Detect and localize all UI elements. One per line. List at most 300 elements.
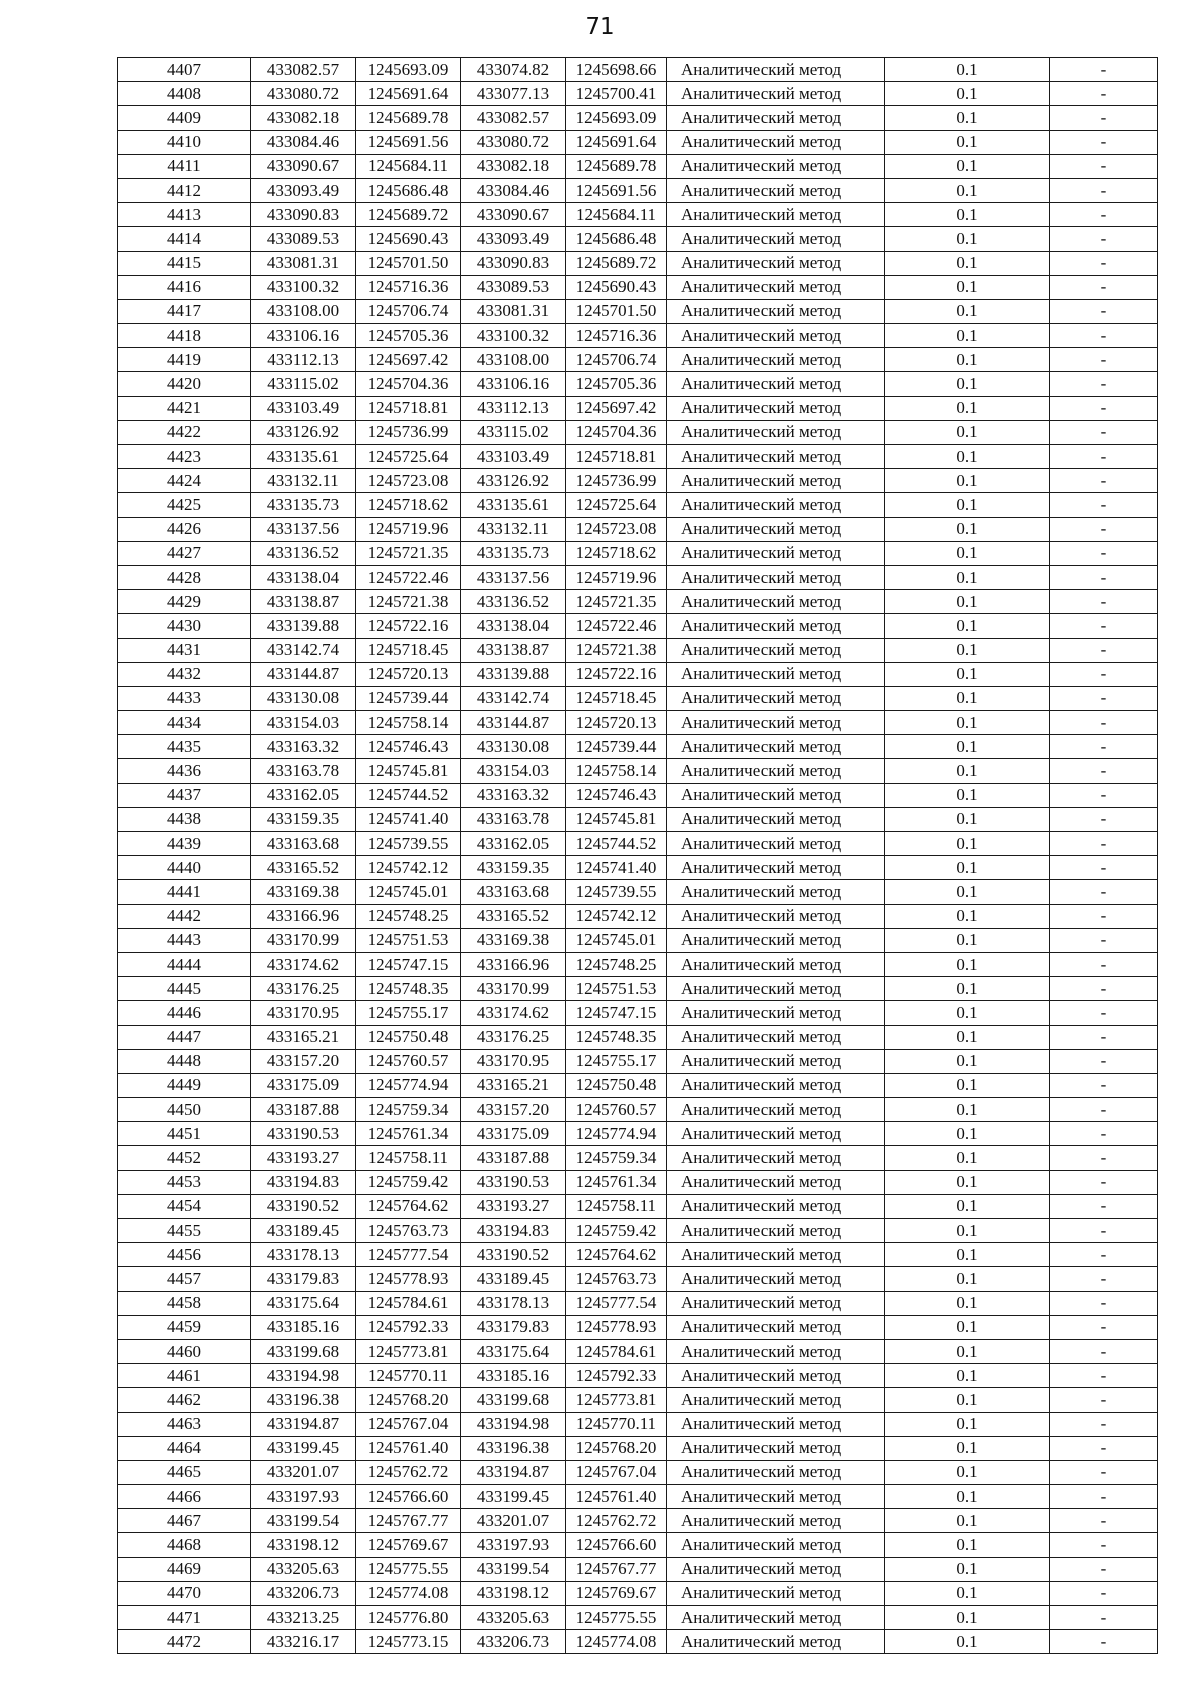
accuracy-cell: 0.1: [885, 977, 1050, 1001]
table-row: [118, 1194, 1158, 1218]
point-number-cell: 4417: [118, 299, 251, 323]
x-coordinate-cell: 433103.49: [251, 396, 356, 420]
table-row: [118, 82, 1158, 106]
point-number-cell: 4450: [118, 1098, 251, 1122]
point-number-cell: 4424: [118, 469, 251, 493]
x-coordinate-cell: 433163.78: [251, 759, 356, 783]
prev-x-coordinate-cell: 433093.49: [461, 227, 566, 251]
x-coordinate-cell: 433206.73: [251, 1581, 356, 1605]
table-row: [118, 106, 1158, 130]
x-coordinate-cell: 433175.09: [251, 1073, 356, 1097]
y-coordinate-cell: 1245758.11: [356, 1146, 461, 1170]
y-coordinate-cell: 1245719.96: [356, 517, 461, 541]
point-number-cell: 4465: [118, 1460, 251, 1484]
prev-y-coordinate-cell: 1245769.67: [566, 1581, 667, 1605]
prev-x-coordinate-cell: 433197.93: [461, 1533, 566, 1557]
x-coordinate-cell: 433130.08: [251, 686, 356, 710]
method-cell: Аналитический метод: [667, 1606, 885, 1630]
accuracy-cell: 0.1: [885, 1315, 1050, 1339]
method-cell: Аналитический метод: [667, 1219, 885, 1243]
point-number-cell: 4437: [118, 783, 251, 807]
prev-y-coordinate-cell: 1245721.35: [566, 590, 667, 614]
prev-x-coordinate-cell: 433185.16: [461, 1364, 566, 1388]
x-coordinate-cell: 433216.17: [251, 1630, 356, 1654]
table-row: [118, 1339, 1158, 1363]
prev-x-coordinate-cell: 433074.82: [461, 58, 566, 82]
prev-y-coordinate-cell: 1245759.42: [566, 1219, 667, 1243]
prev-x-coordinate-cell: 433190.53: [461, 1170, 566, 1194]
prev-y-coordinate-cell: 1245762.72: [566, 1509, 667, 1533]
method-cell: Аналитический метод: [667, 1557, 885, 1581]
y-coordinate-cell: 1245767.04: [356, 1412, 461, 1436]
prev-x-coordinate-cell: 433176.25: [461, 1025, 566, 1049]
note-cell: -: [1050, 735, 1158, 759]
note-cell: -: [1050, 1630, 1158, 1654]
method-cell: Аналитический метод: [667, 807, 885, 831]
accuracy-cell: 0.1: [885, 1049, 1050, 1073]
accuracy-cell: 0.1: [885, 82, 1050, 106]
accuracy-cell: 0.1: [885, 1073, 1050, 1097]
point-number-cell: 4420: [118, 372, 251, 396]
prev-y-coordinate-cell: 1245748.25: [566, 952, 667, 976]
accuracy-cell: 0.1: [885, 638, 1050, 662]
prev-y-coordinate-cell: 1245750.48: [566, 1073, 667, 1097]
y-coordinate-cell: 1245774.08: [356, 1581, 461, 1605]
point-number-cell: 4436: [118, 759, 251, 783]
point-number-cell: 4412: [118, 178, 251, 202]
x-coordinate-cell: 433198.12: [251, 1533, 356, 1557]
method-cell: Аналитический метод: [667, 1315, 885, 1339]
x-coordinate-cell: 433100.32: [251, 275, 356, 299]
accuracy-cell: 0.1: [885, 735, 1050, 759]
prev-y-coordinate-cell: 1245748.35: [566, 1025, 667, 1049]
method-cell: Аналитический метод: [667, 1025, 885, 1049]
prev-y-coordinate-cell: 1245741.40: [566, 856, 667, 880]
y-coordinate-cell: 1245750.48: [356, 1025, 461, 1049]
y-coordinate-cell: 1245792.33: [356, 1315, 461, 1339]
accuracy-cell: 0.1: [885, 1098, 1050, 1122]
x-coordinate-cell: 433196.38: [251, 1388, 356, 1412]
accuracy-cell: 0.1: [885, 541, 1050, 565]
point-number-cell: 4468: [118, 1533, 251, 1557]
x-coordinate-cell: 433126.92: [251, 420, 356, 444]
method-cell: Аналитический метод: [667, 662, 885, 686]
y-coordinate-cell: 1245778.93: [356, 1267, 461, 1291]
prev-x-coordinate-cell: 433081.31: [461, 299, 566, 323]
note-cell: -: [1050, 1122, 1158, 1146]
x-coordinate-cell: 433199.54: [251, 1509, 356, 1533]
method-cell: Аналитический метод: [667, 856, 885, 880]
prev-x-coordinate-cell: 433163.68: [461, 880, 566, 904]
accuracy-cell: 0.1: [885, 517, 1050, 541]
prev-x-coordinate-cell: 433179.83: [461, 1315, 566, 1339]
y-coordinate-cell: 1245746.43: [356, 735, 461, 759]
note-cell: -: [1050, 952, 1158, 976]
prev-y-coordinate-cell: 1245691.56: [566, 178, 667, 202]
note-cell: -: [1050, 106, 1158, 130]
prev-x-coordinate-cell: 433194.98: [461, 1412, 566, 1436]
y-coordinate-cell: 1245689.78: [356, 106, 461, 130]
method-cell: Аналитический метод: [667, 686, 885, 710]
y-coordinate-cell: 1245784.61: [356, 1291, 461, 1315]
method-cell: Аналитический метод: [667, 154, 885, 178]
point-number-cell: 4438: [118, 807, 251, 831]
point-number-cell: 4444: [118, 952, 251, 976]
prev-x-coordinate-cell: 433206.73: [461, 1630, 566, 1654]
y-coordinate-cell: 1245684.11: [356, 154, 461, 178]
point-number-cell: 4411: [118, 154, 251, 178]
table-row: [118, 952, 1158, 976]
table-row: [118, 130, 1158, 154]
note-cell: -: [1050, 445, 1158, 469]
accuracy-cell: 0.1: [885, 1001, 1050, 1025]
y-coordinate-cell: 1245759.34: [356, 1098, 461, 1122]
prev-x-coordinate-cell: 433166.96: [461, 952, 566, 976]
prev-x-coordinate-cell: 433135.73: [461, 541, 566, 565]
accuracy-cell: 0.1: [885, 1025, 1050, 1049]
prev-x-coordinate-cell: 433190.52: [461, 1243, 566, 1267]
note-cell: -: [1050, 880, 1158, 904]
note-cell: -: [1050, 1339, 1158, 1363]
prev-y-coordinate-cell: 1245689.78: [566, 154, 667, 178]
y-coordinate-cell: 1245721.38: [356, 590, 461, 614]
prev-x-coordinate-cell: 433165.52: [461, 904, 566, 928]
y-coordinate-cell: 1245760.57: [356, 1049, 461, 1073]
accuracy-cell: 0.1: [885, 807, 1050, 831]
y-coordinate-cell: 1245705.36: [356, 324, 461, 348]
table-row: [118, 686, 1158, 710]
note-cell: -: [1050, 1170, 1158, 1194]
note-cell: -: [1050, 517, 1158, 541]
y-coordinate-cell: 1245767.77: [356, 1509, 461, 1533]
accuracy-cell: 0.1: [885, 1219, 1050, 1243]
y-coordinate-cell: 1245748.35: [356, 977, 461, 1001]
y-coordinate-cell: 1245773.81: [356, 1339, 461, 1363]
point-number-cell: 4430: [118, 614, 251, 638]
x-coordinate-cell: 433170.95: [251, 1001, 356, 1025]
accuracy-cell: 0.1: [885, 1606, 1050, 1630]
prev-y-coordinate-cell: 1245767.77: [566, 1557, 667, 1581]
point-number-cell: 4419: [118, 348, 251, 372]
y-coordinate-cell: 1245686.48: [356, 178, 461, 202]
point-number-cell: 4447: [118, 1025, 251, 1049]
point-number-cell: 4460: [118, 1339, 251, 1363]
accuracy-cell: 0.1: [885, 1485, 1050, 1509]
prev-y-coordinate-cell: 1245722.16: [566, 662, 667, 686]
accuracy-cell: 0.1: [885, 565, 1050, 589]
note-cell: -: [1050, 324, 1158, 348]
y-coordinate-cell: 1245762.72: [356, 1460, 461, 1484]
prev-x-coordinate-cell: 433187.88: [461, 1146, 566, 1170]
note-cell: -: [1050, 1073, 1158, 1097]
note-cell: -: [1050, 662, 1158, 686]
accuracy-cell: 0.1: [885, 1267, 1050, 1291]
x-coordinate-cell: 433205.63: [251, 1557, 356, 1581]
y-coordinate-cell: 1245768.20: [356, 1388, 461, 1412]
y-coordinate-cell: 1245761.34: [356, 1122, 461, 1146]
method-cell: Аналитический метод: [667, 565, 885, 589]
prev-y-coordinate-cell: 1245739.44: [566, 735, 667, 759]
y-coordinate-cell: 1245691.56: [356, 130, 461, 154]
method-cell: Аналитический метод: [667, 324, 885, 348]
accuracy-cell: 0.1: [885, 1509, 1050, 1533]
note-cell: -: [1050, 1364, 1158, 1388]
prev-x-coordinate-cell: 433115.02: [461, 420, 566, 444]
accuracy-cell: 0.1: [885, 251, 1050, 275]
method-cell: Аналитический метод: [667, 928, 885, 952]
point-number-cell: 4428: [118, 565, 251, 589]
prev-x-coordinate-cell: 433174.62: [461, 1001, 566, 1025]
accuracy-cell: 0.1: [885, 493, 1050, 517]
table-row: [118, 420, 1158, 444]
prev-x-coordinate-cell: 433103.49: [461, 445, 566, 469]
prev-x-coordinate-cell: 433170.99: [461, 977, 566, 1001]
table-row: [118, 1025, 1158, 1049]
point-number-cell: 4416: [118, 275, 251, 299]
table-row: [118, 1557, 1158, 1581]
method-cell: Аналитический метод: [667, 420, 885, 444]
x-coordinate-cell: 433199.68: [251, 1339, 356, 1363]
y-coordinate-cell: 1245691.64: [356, 82, 461, 106]
note-cell: -: [1050, 1025, 1158, 1049]
method-cell: Аналитический метод: [667, 275, 885, 299]
point-number-cell: 4449: [118, 1073, 251, 1097]
note-cell: -: [1050, 1460, 1158, 1484]
prev-x-coordinate-cell: 433090.67: [461, 203, 566, 227]
prev-x-coordinate-cell: 433175.09: [461, 1122, 566, 1146]
note-cell: -: [1050, 203, 1158, 227]
y-coordinate-cell: 1245776.80: [356, 1606, 461, 1630]
table-row: [118, 348, 1158, 372]
table-row: [118, 1436, 1158, 1460]
prev-y-coordinate-cell: 1245700.41: [566, 82, 667, 106]
method-cell: Аналитический метод: [667, 445, 885, 469]
table-row: [118, 1073, 1158, 1097]
note-cell: -: [1050, 299, 1158, 323]
note-cell: -: [1050, 420, 1158, 444]
accuracy-cell: 0.1: [885, 590, 1050, 614]
point-number-cell: 4463: [118, 1412, 251, 1436]
x-coordinate-cell: 433090.67: [251, 154, 356, 178]
note-cell: -: [1050, 856, 1158, 880]
y-coordinate-cell: 1245748.25: [356, 904, 461, 928]
prev-x-coordinate-cell: 433137.56: [461, 565, 566, 589]
prev-x-coordinate-cell: 433080.72: [461, 130, 566, 154]
x-coordinate-cell: 433187.88: [251, 1098, 356, 1122]
prev-y-coordinate-cell: 1245745.81: [566, 807, 667, 831]
table-row: [118, 928, 1158, 952]
method-cell: Аналитический метод: [667, 880, 885, 904]
y-coordinate-cell: 1245704.36: [356, 372, 461, 396]
accuracy-cell: 0.1: [885, 445, 1050, 469]
point-number-cell: 4471: [118, 1606, 251, 1630]
prev-x-coordinate-cell: 433089.53: [461, 275, 566, 299]
method-cell: Аналитический метод: [667, 178, 885, 202]
x-coordinate-cell: 433135.73: [251, 493, 356, 517]
point-number-cell: 4434: [118, 711, 251, 735]
accuracy-cell: 0.1: [885, 1170, 1050, 1194]
table-row: [118, 1243, 1158, 1267]
x-coordinate-cell: 433165.21: [251, 1025, 356, 1049]
prev-x-coordinate-cell: 433163.32: [461, 783, 566, 807]
y-coordinate-cell: 1245745.01: [356, 880, 461, 904]
note-cell: -: [1050, 1291, 1158, 1315]
prev-y-coordinate-cell: 1245704.36: [566, 420, 667, 444]
prev-y-coordinate-cell: 1245760.57: [566, 1098, 667, 1122]
accuracy-cell: 0.1: [885, 420, 1050, 444]
note-cell: -: [1050, 759, 1158, 783]
method-cell: Аналитический метод: [667, 952, 885, 976]
table-row: [118, 1630, 1158, 1654]
x-coordinate-cell: 433138.87: [251, 590, 356, 614]
accuracy-cell: 0.1: [885, 154, 1050, 178]
method-cell: Аналитический метод: [667, 58, 885, 82]
prev-y-coordinate-cell: 1245693.09: [566, 106, 667, 130]
table-row: [118, 178, 1158, 202]
prev-x-coordinate-cell: 433194.83: [461, 1219, 566, 1243]
y-coordinate-cell: 1245747.15: [356, 952, 461, 976]
y-coordinate-cell: 1245769.67: [356, 1533, 461, 1557]
x-coordinate-cell: 433190.53: [251, 1122, 356, 1146]
note-cell: -: [1050, 904, 1158, 928]
prev-y-coordinate-cell: 1245742.12: [566, 904, 667, 928]
point-number-cell: 4469: [118, 1557, 251, 1581]
x-coordinate-cell: 433135.61: [251, 445, 356, 469]
method-cell: Аналитический метод: [667, 614, 885, 638]
point-number-cell: 4431: [118, 638, 251, 662]
table-row: [118, 1460, 1158, 1484]
x-coordinate-cell: 433138.04: [251, 565, 356, 589]
prev-x-coordinate-cell: 433136.52: [461, 590, 566, 614]
note-cell: -: [1050, 565, 1158, 589]
x-coordinate-cell: 433157.20: [251, 1049, 356, 1073]
note-cell: -: [1050, 1388, 1158, 1412]
point-number-cell: 4456: [118, 1243, 251, 1267]
note-cell: -: [1050, 372, 1158, 396]
note-cell: -: [1050, 1049, 1158, 1073]
prev-x-coordinate-cell: 433082.18: [461, 154, 566, 178]
prev-x-coordinate-cell: 433205.63: [461, 1606, 566, 1630]
y-coordinate-cell: 1245739.55: [356, 832, 461, 856]
prev-x-coordinate-cell: 433139.88: [461, 662, 566, 686]
point-number-cell: 4423: [118, 445, 251, 469]
x-coordinate-cell: 433106.16: [251, 324, 356, 348]
y-coordinate-cell: 1245718.81: [356, 396, 461, 420]
y-coordinate-cell: 1245777.54: [356, 1243, 461, 1267]
method-cell: Аналитический метод: [667, 1436, 885, 1460]
method-cell: Аналитический метод: [667, 493, 885, 517]
x-coordinate-cell: 433163.68: [251, 832, 356, 856]
accuracy-cell: 0.1: [885, 1364, 1050, 1388]
x-coordinate-cell: 433084.46: [251, 130, 356, 154]
prev-y-coordinate-cell: 1245764.62: [566, 1243, 667, 1267]
table-row: [118, 1146, 1158, 1170]
prev-x-coordinate-cell: 433169.38: [461, 928, 566, 952]
method-cell: Аналитический метод: [667, 1630, 885, 1654]
accuracy-cell: 0.1: [885, 1557, 1050, 1581]
point-number-cell: 4443: [118, 928, 251, 952]
point-number-cell: 4413: [118, 203, 251, 227]
prev-y-coordinate-cell: 1245697.42: [566, 396, 667, 420]
prev-y-coordinate-cell: 1245778.93: [566, 1315, 667, 1339]
method-cell: Аналитический метод: [667, 348, 885, 372]
point-number-cell: 4459: [118, 1315, 251, 1339]
note-cell: -: [1050, 832, 1158, 856]
x-coordinate-cell: 433176.25: [251, 977, 356, 1001]
note-cell: -: [1050, 977, 1158, 1001]
prev-x-coordinate-cell: 433159.35: [461, 856, 566, 880]
prev-y-coordinate-cell: 1245770.11: [566, 1412, 667, 1436]
note-cell: -: [1050, 686, 1158, 710]
x-coordinate-cell: 433132.11: [251, 469, 356, 493]
y-coordinate-cell: 1245721.35: [356, 541, 461, 565]
method-cell: Аналитический метод: [667, 783, 885, 807]
prev-y-coordinate-cell: 1245718.45: [566, 686, 667, 710]
prev-y-coordinate-cell: 1245691.64: [566, 130, 667, 154]
y-coordinate-cell: 1245716.36: [356, 275, 461, 299]
method-cell: Аналитический метод: [667, 904, 885, 928]
method-cell: Аналитический метод: [667, 590, 885, 614]
method-cell: Аналитический метод: [667, 1412, 885, 1436]
table-row: [118, 517, 1158, 541]
prev-x-coordinate-cell: 433106.16: [461, 372, 566, 396]
prev-x-coordinate-cell: 433077.13: [461, 82, 566, 106]
y-coordinate-cell: 1245755.17: [356, 1001, 461, 1025]
accuracy-cell: 0.1: [885, 203, 1050, 227]
x-coordinate-cell: 433108.00: [251, 299, 356, 323]
method-cell: Аналитический метод: [667, 711, 885, 735]
accuracy-cell: 0.1: [885, 1339, 1050, 1363]
prev-x-coordinate-cell: 433082.57: [461, 106, 566, 130]
point-number-cell: 4432: [118, 662, 251, 686]
table-row: [118, 711, 1158, 735]
table-row: [118, 856, 1158, 880]
point-number-cell: 4408: [118, 82, 251, 106]
x-coordinate-cell: 433194.83: [251, 1170, 356, 1194]
point-number-cell: 4435: [118, 735, 251, 759]
prev-y-coordinate-cell: 1245767.04: [566, 1460, 667, 1484]
y-coordinate-cell: 1245725.64: [356, 445, 461, 469]
x-coordinate-cell: 433213.25: [251, 1606, 356, 1630]
x-coordinate-cell: 433144.87: [251, 662, 356, 686]
note-cell: -: [1050, 469, 1158, 493]
point-number-cell: 4451: [118, 1122, 251, 1146]
x-coordinate-cell: 433185.16: [251, 1315, 356, 1339]
prev-y-coordinate-cell: 1245768.20: [566, 1436, 667, 1460]
accuracy-cell: 0.1: [885, 1122, 1050, 1146]
x-coordinate-cell: 433193.27: [251, 1146, 356, 1170]
method-cell: Аналитический метод: [667, 1339, 885, 1363]
table-row: [118, 275, 1158, 299]
accuracy-cell: 0.1: [885, 832, 1050, 856]
note-cell: -: [1050, 154, 1158, 178]
prev-y-coordinate-cell: 1245684.11: [566, 203, 667, 227]
table-row: [118, 469, 1158, 493]
table-row: [118, 638, 1158, 662]
prev-y-coordinate-cell: 1245718.62: [566, 541, 667, 565]
prev-x-coordinate-cell: 433196.38: [461, 1436, 566, 1460]
method-cell: Аналитический метод: [667, 106, 885, 130]
prev-x-coordinate-cell: 433199.45: [461, 1485, 566, 1509]
accuracy-cell: 0.1: [885, 1533, 1050, 1557]
point-number-cell: 4452: [118, 1146, 251, 1170]
point-number-cell: 4466: [118, 1485, 251, 1509]
accuracy-cell: 0.1: [885, 856, 1050, 880]
prev-x-coordinate-cell: 433132.11: [461, 517, 566, 541]
prev-y-coordinate-cell: 1245774.94: [566, 1122, 667, 1146]
prev-y-coordinate-cell: 1245744.52: [566, 832, 667, 856]
note-cell: -: [1050, 807, 1158, 831]
